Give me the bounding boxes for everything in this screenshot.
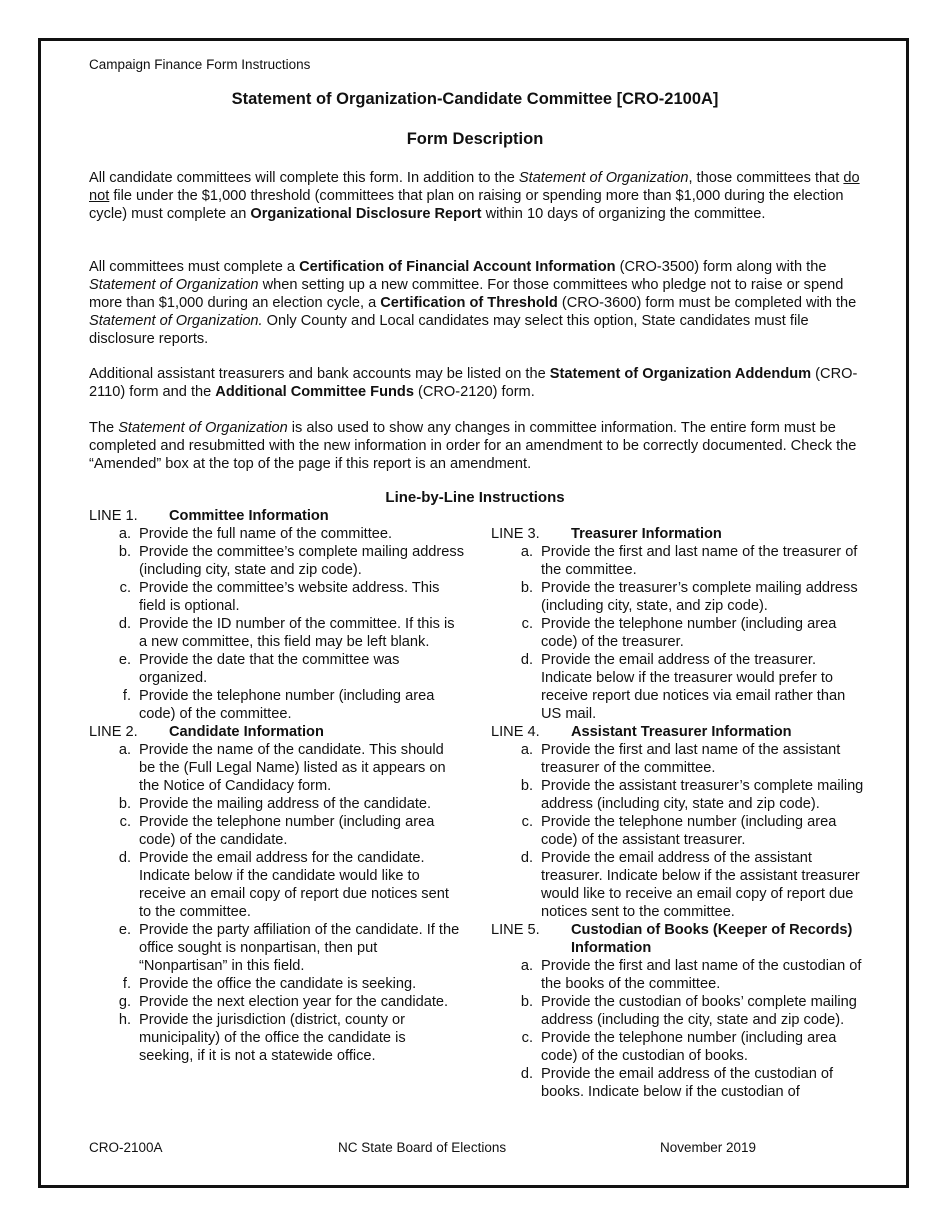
item-text: Provide the assistant treasurer’s complete mailing address (including city, state and zip code). (541, 778, 864, 812)
p4-text-b: is also used to show any changes in committee information. The entire form must be completed and resubmitted with the new information in order for an amendment to be correctly documented. Check the “Amended” box at the top of the page if this report is an amendment. (89, 420, 857, 472)
item-letter: b. (118, 544, 131, 560)
line-label: Committee Information (169, 508, 329, 524)
instruction-item (491, 957, 866, 993)
item-letter: b. (520, 580, 533, 596)
item-letter: d. (520, 1066, 533, 1082)
line-label: Treasurer Information (571, 526, 722, 542)
line-label: Candidate Information (169, 724, 324, 740)
item-text: Provide the office the candidate is seeking. (139, 976, 417, 992)
item-text: Provide the full name of the committee. (139, 526, 393, 542)
p3-text-b: (CRO-2110) form and the (89, 366, 858, 400)
item-text: Provide the jurisdiction (district, county or municipality) of the office the candidate is seeking, if it is not a statewide office. (139, 1012, 406, 1064)
p1-text-a: All candidate committees will complete this form. In addition to the (89, 170, 519, 186)
line-number: LINE 4. (491, 724, 540, 740)
form-description-heading: Form Description (406, 130, 544, 148)
p2-bold-1: Certification of Financial Account Information (299, 259, 616, 275)
item-letter: b. (520, 778, 533, 794)
instruction-item (89, 993, 464, 1011)
instruction-item (89, 975, 464, 993)
instruction-item (89, 525, 464, 543)
instruction-item (491, 579, 866, 615)
p4-italic-1: Statement of Organization (118, 420, 288, 436)
item-letter: e. (118, 652, 131, 668)
p2-text-a: All committees must complete a (89, 259, 300, 275)
paragraph-4 (89, 419, 864, 473)
item-letter: a. (118, 526, 131, 542)
line-number: LINE 1. (89, 508, 138, 524)
instruction-item (89, 615, 464, 651)
line-number: LINE 3. (491, 526, 540, 542)
instruction-item (491, 651, 866, 723)
line-label: Assistant Treasurer Information (571, 724, 792, 740)
p1-text-b: , those committees that (688, 170, 844, 186)
p2-text-d: (CRO-3600) form must be completed with the (557, 295, 857, 311)
page-header: Campaign Finance Form Instructions (89, 57, 311, 72)
instruction-item (491, 615, 866, 651)
item-text: Provide the committee’s website address. This field is optional. (139, 580, 440, 614)
item-letter: e. (118, 922, 131, 938)
instruction-item (491, 1065, 866, 1101)
item-letter: b. (118, 796, 131, 812)
item-text: Provide the party affiliation of the candidate. If the office sought is nonpartisan, then put “Nonpartisan” in this field. (139, 922, 460, 974)
line-label: Custodian of Books (Keeper of Records) Information (571, 922, 853, 956)
instruction-item (491, 741, 866, 777)
instruction-item (89, 849, 464, 921)
p1-bold-1: Organizational Disclosure Report (250, 206, 482, 222)
item-letter: g. (118, 994, 131, 1010)
p3-text-c: (CRO-2120) form. (413, 384, 535, 400)
footer-agency: NC State Board of Elections (338, 1140, 507, 1155)
paragraph-3 (89, 365, 864, 401)
item-text: Provide the first and last name of the custodian of the books of the committee. (541, 958, 862, 992)
item-text: Provide the email address of the custodian of books. Indicate below if the custodian of (541, 1066, 834, 1100)
line-number: LINE 2. (89, 724, 138, 740)
p2-text-e: Only County and Local candidates may select this option, State candidates must file disclosure reports. (89, 313, 809, 347)
item-text: Provide the telephone number (including area code) of the candidate. (139, 814, 435, 848)
line-by-line-heading: Line-by-Line Instructions (385, 489, 565, 506)
instruction-item (89, 1011, 464, 1065)
item-letter: d. (520, 850, 533, 866)
p1-text-c: file under the $1,000 threshold (committees that plan on raising or spending more than $1,000 during the election cycle) must complete an (89, 188, 844, 222)
instruction-item (89, 921, 464, 975)
item-text: Provide the ID number of the committee. If this is a new committee, this field may be left blank. (139, 616, 455, 650)
item-text: Provide the email address for the candidate. Indicate below if the candidate would like to receive an email copy of report due notices sent to the committee. (139, 850, 449, 920)
item-text: Provide the telephone number (including area code) of the assistant treasurer. (541, 814, 837, 848)
item-letter: b. (520, 994, 533, 1010)
item-letter: c. (521, 616, 533, 632)
document-title: Statement of Organization-Candidate Committee [CRO-2100A] (231, 90, 719, 108)
instruction-item (89, 579, 464, 615)
item-text: Provide the first and last name of the treasurer of the committee. (541, 544, 858, 578)
line-heading (491, 525, 866, 543)
left-column (89, 507, 464, 1065)
item-letter: a. (118, 742, 131, 758)
item-text: Provide the telephone number (including area code) of the treasurer. (541, 616, 837, 650)
line-heading (89, 723, 464, 741)
item-letter: d. (520, 652, 533, 668)
instruction-item (491, 993, 866, 1029)
line-heading (491, 921, 866, 957)
item-text: Provide the email address of the treasurer. Indicate below if the treasurer would prefer to receive report due notices via email rather than US mail. (541, 652, 846, 722)
item-text: Provide the committee’s complete mailing address (including city, state and zip code). (139, 544, 464, 578)
footer-form-number: CRO-2100A (89, 1140, 163, 1155)
instruction-item (89, 651, 464, 687)
item-letter: h. (118, 1012, 131, 1028)
p2-bold-2: Certification of Threshold (380, 295, 558, 311)
p1-text-d: within 10 days of organizing the committee. (481, 206, 766, 222)
instruction-item (89, 813, 464, 849)
p3-bold-1: Statement of Organization Addendum (549, 366, 812, 382)
instruction-item (89, 687, 464, 723)
item-letter: c. (521, 1030, 533, 1046)
item-letter: f. (122, 688, 131, 704)
line-number: LINE 5. (491, 922, 540, 938)
instruction-item (89, 543, 464, 579)
item-text: Provide the name of the candidate. This should be the (Full Legal Name) listed as it appears on the Notice of Candidacy form. (139, 742, 446, 794)
p3-text-a: Additional assistant treasurers and bank accounts may be listed on the (89, 366, 550, 382)
line-heading (491, 723, 866, 741)
item-text: Provide the email address of the assistant treasurer. Indicate below if the assistant treasurer would like to receive an email copy of report due notices sent to the committee. (541, 850, 860, 920)
item-letter: a. (520, 742, 533, 758)
instruction-item (491, 1029, 866, 1065)
instruction-item (491, 849, 866, 921)
instruction-item (491, 813, 866, 849)
p4-text-a: The (89, 420, 119, 436)
item-text: Provide the date that the committee was organized. (139, 652, 400, 686)
item-letter: a. (520, 958, 533, 974)
instruction-item (89, 741, 464, 795)
p2-text-b: (CRO-3500) form along with the (615, 259, 827, 275)
p2-italic-1: Statement of Organization (89, 277, 259, 293)
instruction-item (491, 543, 866, 579)
item-letter: a. (520, 544, 533, 560)
p3-bold-2: Additional Committee Funds (215, 384, 414, 400)
footer-date: November 2019 (660, 1140, 757, 1155)
item-letter: d. (118, 850, 131, 866)
instruction-item (89, 795, 464, 813)
item-letter: f. (122, 976, 131, 992)
item-text: Provide the treasurer’s complete mailing address (including city, state, and zip code). (541, 580, 858, 614)
item-text: Provide the telephone number (including area code) of the custodian of books. (541, 1030, 837, 1064)
item-text: Provide the custodian of books’ complete mailing address (including the city, state and zip code). (541, 994, 857, 1028)
p1-underline: do not (89, 170, 860, 204)
item-text: Provide the telephone number (including area code) of the committee. (139, 688, 435, 722)
item-letter: c. (119, 814, 131, 830)
item-text: Provide the first and last name of the assistant treasurer of the committee. (541, 742, 841, 776)
p2-italic-2: Statement of Organization. (89, 313, 263, 329)
line-heading (89, 507, 464, 525)
item-letter: d. (118, 616, 131, 632)
instruction-item (491, 777, 866, 813)
paragraph-1 (89, 169, 864, 223)
p2-text-c: when setting up a new committee. For those committees who pledge not to raise or spend more than $1,000 during an election cycle, a (89, 277, 844, 311)
item-text: Provide the next election year for the candidate. (139, 994, 449, 1010)
right-column (491, 525, 866, 1101)
item-text: Provide the mailing address of the candidate. (139, 796, 432, 812)
p1-italic-1: Statement of Organization (518, 170, 689, 186)
paragraph-2 (89, 258, 864, 348)
item-letter: c. (119, 580, 131, 596)
item-letter: c. (521, 814, 533, 830)
